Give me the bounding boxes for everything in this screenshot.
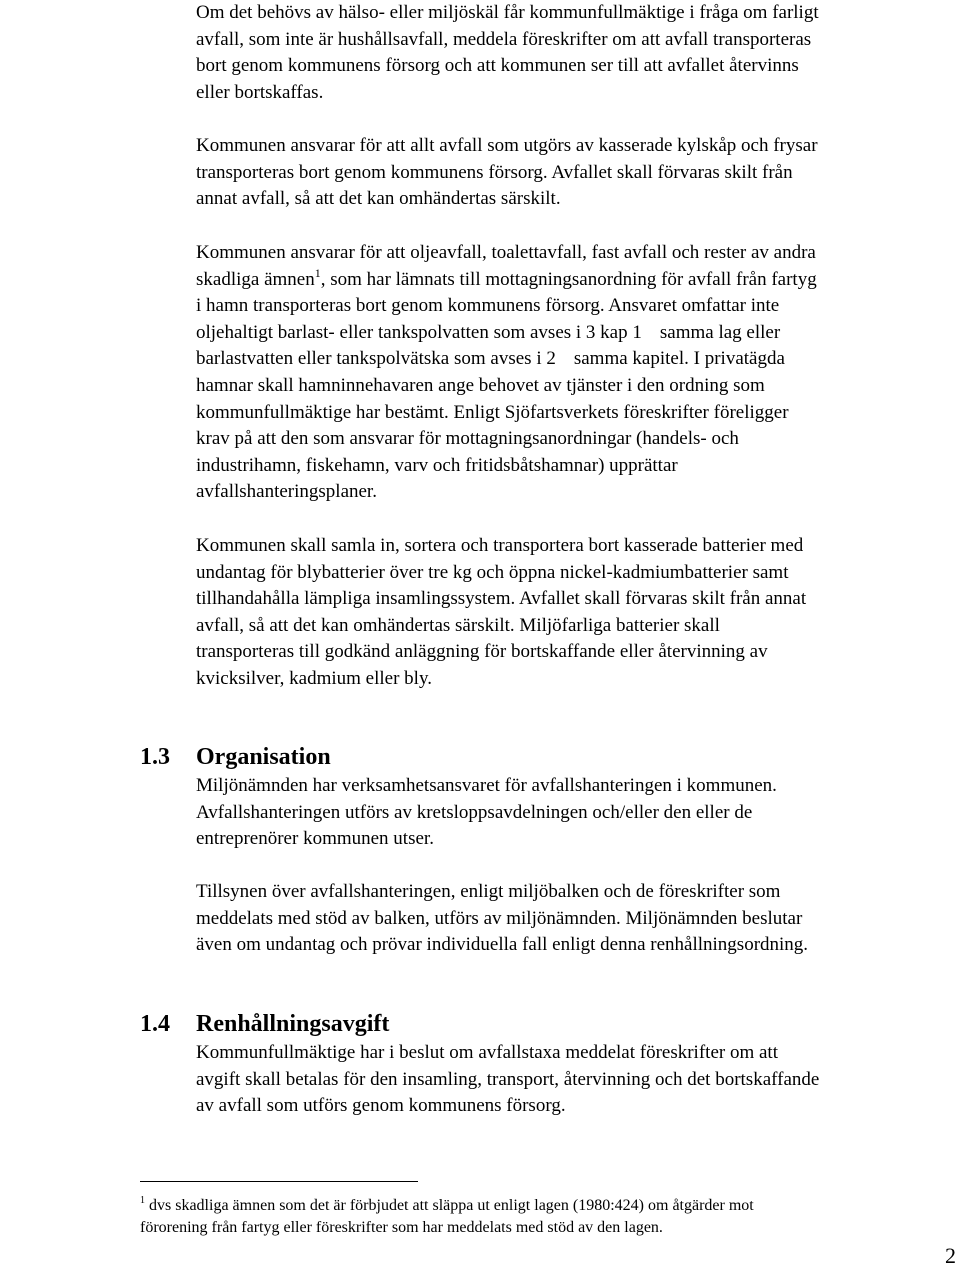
section-title: Organisation — [196, 744, 331, 770]
text-line: avfallshanteringsplaner. — [196, 481, 377, 503]
text-line: tillhandahålla lämpliga insamlingssystem. Avfallet skall förvaras skilt från annat — [196, 588, 807, 610]
text-line: transporteras bort genom kommunens försorg. Avfallet skall förvaras skilt från — [196, 161, 793, 183]
footnote-line — [140, 1195, 940, 1217]
text-line: kvicksilver, kadmium eller bly. — [196, 667, 432, 689]
text-line: även om undantag och prövar individuella fall enligt denna renhållningsordning. — [196, 934, 809, 956]
text-line: kommunfullmäktige har bestämt. Enligt Sjöfartsverkets föreskrifter föreligger — [196, 401, 789, 423]
text-fragment: dvs skadliga ämnen som det är förbjudet att släppa ut enligt lagen (1980:424) om åtgärder mot — [149, 1197, 754, 1214]
paragraph-fees — [196, 1040, 958, 1120]
paragraph-batteries — [196, 533, 958, 693]
footnote — [140, 1195, 940, 1239]
text-line: transporteras till godkänd anläggning för bortskaffande eller återvinning av — [196, 641, 768, 663]
text-line: bort genom kommunens försorg och att kommunen ser till att avfallet återvinns — [196, 55, 799, 77]
text-line: meddelats med stöd av balken, utförs av miljönämnden. Miljönämnden beslutar — [196, 907, 803, 929]
footnote-marker: 1 — [140, 1195, 145, 1206]
paragraph-supervision — [196, 879, 958, 959]
footnote-line: förorening från fartyg eller föreskrifter som har meddelats med stöd av den lagen. — [140, 1219, 663, 1236]
paragraph-organisation — [196, 773, 958, 853]
section-number: 1.3 — [140, 744, 170, 770]
text-line: Kommunen ansvarar för att oljeavfall, toalettavfall, fast avfall och rester av andra — [196, 242, 816, 263]
text-line: Kommunen skall samla in, sortera och transportera bort kasserade batterier med — [196, 535, 804, 556]
paragraph-refrigerators — [196, 133, 958, 213]
section-heading-organisation — [140, 742, 331, 772]
text-line: av avfall som utförs genom kommunens försorg. — [196, 1095, 566, 1117]
text-line: undantag för blybatterier över tre kg och öppna nickel-kadmiumbatterier samt — [196, 561, 789, 583]
text-line: Avfallshanteringen utförs av kretsloppsavdelningen och/eller den eller de — [196, 801, 753, 823]
text-fragment: , som har lämnats till mottagningsanordning för avfall från fartyg — [320, 268, 817, 290]
paragraph-ship-waste — [196, 240, 958, 506]
text-fragment: samma lag eller — [659, 321, 781, 343]
footnote-divider — [140, 1181, 418, 1182]
paragraph-hazardous-waste — [196, 0, 958, 106]
text-line: Tillsynen över avfallshanteringen, enligt miljöbalken och de föreskrifter som — [196, 881, 781, 902]
section-heading-renhallningsavgift — [140, 1009, 389, 1039]
text-line: avfall, så att det kan omhändertas särskilt. Miljöfarliga batterier skall — [196, 614, 720, 636]
text-line — [196, 267, 958, 294]
text-line: entreprenörer kommunen utser. — [196, 828, 434, 850]
text-line: eller bortskaffas. — [196, 81, 324, 103]
section-title: Renhållningsavgift — [196, 1011, 390, 1037]
text-line: industrihamn, fiskehamn, varv och fritidsbåtshamnar) upprättar — [196, 454, 678, 476]
text-line: krav på att den som ansvarar för mottagningsanordningar (handels- och — [196, 428, 739, 450]
text-fragment: oljehaltigt barlast- eller tankspolvatten som avses i 3 kap 1 — [196, 321, 642, 343]
text-fragment: samma kapitel. I privatägda — [573, 348, 785, 370]
text-line: annat avfall, så att det kan omhändertas särskilt. — [196, 188, 561, 210]
text-fragment: barlastvatten eller tankspolvätska som avses i 2 — [196, 348, 556, 370]
footnote-reference: 1 — [314, 265, 321, 280]
text-line: avgift skall betalas för den insamling, transport, återvinning och det bortskaffande — [196, 1068, 820, 1090]
section-number: 1.4 — [140, 1011, 170, 1037]
text-fragment: skadliga ämnen — [196, 268, 315, 290]
text-line: avfall, som inte är hushållsavfall, meddela föreskrifter om att avfall transporteras — [196, 28, 812, 50]
text-line — [196, 346, 958, 373]
page-number: 2 — [945, 1243, 956, 1268]
text-line — [196, 320, 958, 347]
text-line: Kommunen ansvarar för att allt avfall som utgörs av kasserade kylskåp och frysar — [196, 135, 818, 156]
text-line: Om det behövs av hälso- eller miljöskäl får kommunfullmäktige i fråga om farligt — [196, 2, 819, 23]
text-line: Miljönämnden har verksamhetsansvaret för avfallshanteringen i kommunen. — [196, 775, 777, 796]
text-line: Kommunfullmäktige har i beslut om avfallstaxa meddelat föreskrifter om att — [196, 1042, 778, 1063]
text-line: i hamn transporteras bort genom kommunens försorg. Ansvaret omfattar inte — [196, 295, 780, 317]
text-line: hamnar skall hamninnehavaren ange behovet av tjänster i den ordning som — [196, 374, 765, 396]
